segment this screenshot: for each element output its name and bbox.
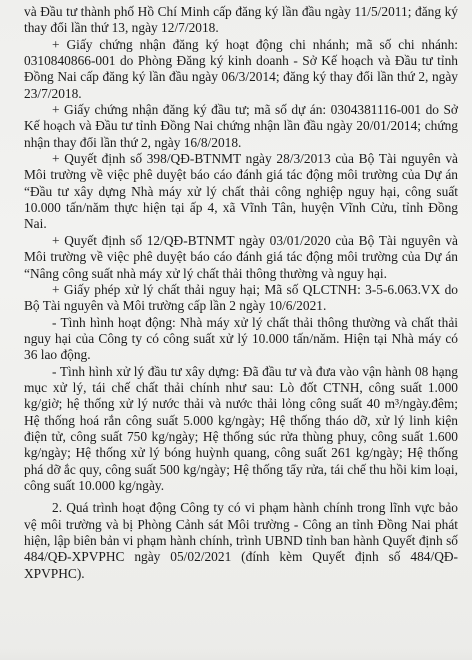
page-bottom-shadow <box>0 648 472 660</box>
paragraph-hazardous-waste-license: + Giấy phép xử lý chất thải nguy hại; Mã số QLCTNH: 3-5-6.063.VX do Bộ Tài nguyên và Môi trường cấp lần 2 ngày 10/6/2021. <box>24 281 458 314</box>
paragraph-operation-status: - Tình hình hoạt động: Nhà máy xử lý chất thải thông thường và chất thải nguy hại của Công ty có công suất xử lý 10.000 tấn/năm. Hiện tại Nhà máy có 36 lao động. <box>24 314 458 363</box>
paragraph-decision-12: + Quyết định số 12/QĐ-BTNMT ngày 03/01/2020 của Bộ Tài nguyên và Môi trường về việc phê duyệt báo cáo đánh giá tác động môi trường của Dự án “Nâng công suất nhà máy xử lý chất thải thông thường và nguy hại. <box>24 232 458 281</box>
paragraph-business-registration-cont: và Đầu tư thành phố Hồ Chí Minh cấp đăng ký lần đầu ngày 11/5/2011; đăng ký thay đổi lần thứ 13, ngày 12/7/2018. <box>24 4 458 36</box>
paragraph-branch-certificate: + Giấy chứng nhận đăng ký hoạt động chi nhánh; mã số chi nhánh: 0310840866-001 do Phòng Đăng ký kinh doanh - Sở Kế hoạch và Đầu tư tỉnh Đồng Nai cấp đăng ký lần đầu ngày 06/3/2014; đăng ký thay đổi lần thứ 2, ngày 23/7/2018. <box>24 36 458 101</box>
paragraph-construction-status: - Tình hình xử lý đầu tư xây dựng: Đã đầu tư và đưa vào vận hành 08 hạng mục xử lý, tái chế chất thải chính như sau: Lò đốt CTNH, công suất 1.000 kg/giờ; hệ thống xử lý nước thải và nước thải lỏng công suất 40 m³/ngày.đêm; Hệ thống hoá rắn công suất 5.000 kg/ngày; Hệ thống tháo dỡ, xử lý linh kiện điện tử, công suất 750 kg/ngày; Hệ thống súc rửa thùng phuy, công suất 1.600 kg/ngày; Hệ thống xử lý bóng huỳnh quang, công suất 261 kg/ngày; Hệ thống phá dỡ ắc quy, công suất 500 kg/ngày; Hệ thống tẩy rửa, tái chế thu hồi kim loại, công suất 10.000 kg/ngày. <box>24 363 458 493</box>
paragraph-section-2-violations: 2. Quá trình hoạt động Công ty có vi phạm hành chính trong lĩnh vực bảo vệ môi trường và bị Phòng Cảnh sát Môi trường - Công an tỉnh Đồng Nai phát hiện, lập biên bản vi phạm hành chính, trình UBND tỉnh ban hành Quyết định số 484/QĐ-XPVPHC ngày 05/02/2021 (đính kèm Quyết định số 484/QĐ-XPVPHC). <box>24 500 458 581</box>
paragraph-decision-398: + Quyết định số 398/QĐ-BTNMT ngày 28/3/2013 của Bộ Tài nguyên và Môi trường về việc phê duyệt báo cáo đánh giá tác động môi trường của Dự án “Đầu tư xây dựng Nhà máy xử lý chất thải công nghiệp nguy hại, công suất 10.000 tấn/năm thực hiện tại ấp 4, xã Vĩnh Tân, huyện Vĩnh Cửu, tỉnh Đồng Nai. <box>24 151 458 232</box>
paragraph-investment-certificate: + Giấy chứng nhận đăng ký đầu tư; mã số dự án: 0304381116-001 do Sở Kế hoạch và Đầu tư tỉnh Đồng Nai chứng nhận lần đầu ngày 20/01/2014; chứng nhận thay đổi lần thứ 2, ngày 16/8/2018. <box>24 102 458 150</box>
document-body <box>24 4 458 582</box>
